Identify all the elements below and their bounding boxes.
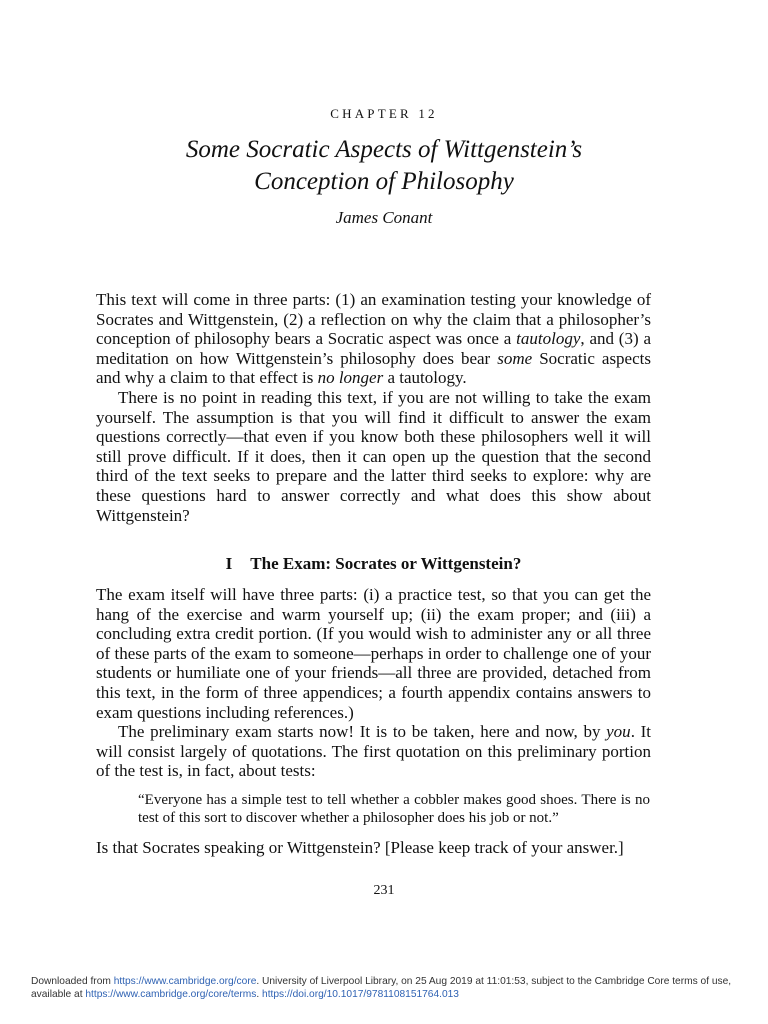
- chapter-title: [0, 134, 768, 198]
- footer-text-mid: . University of Liverpool Library, on 25 Aug 2019 at 11:01:53, subject to the Cambridge Core terms of use, available at: [31, 976, 732, 1000]
- emphasis-tautology: tautology: [516, 329, 581, 349]
- download-footer: [31, 975, 751, 1001]
- section-heading: [96, 554, 651, 574]
- intro-section: [96, 290, 651, 525]
- block-quote: “Everyone has a simple test to tell whether a cobbler makes good shoes. There is no test of this sort to discover whether a philosopher does his job or not.”: [138, 792, 650, 826]
- exam-p2-text-a: The preliminary exam starts now! It is to be taken, here and now, by: [118, 722, 607, 742]
- exam-paragraph-1: The exam itself will have three parts: (i) a practice test, so that you can get the hang of the exercise and warm yourself up; (ii) the exam proper; and (iii) a concluding extra credit portion. (If you would wish to administer any or all three of these parts of the exam to someone—perhaps in order to challenge one of your students or humiliate one of your friends—all three are provided, detached from this text, in the form of three appendices; a fourth appendix contains answers to exam questions including references.): [96, 585, 651, 722]
- exam-p2-text-b: . It will consist largely of quotations. The first quotation on this preliminary portion of the test is, in fact, about tests:: [96, 722, 651, 781]
- question-line: Is that Socrates speaking or Wittgenstein? [Please keep track of your answer.]: [96, 838, 624, 857]
- chapter-title-line-2: Conception of Philosophy: [254, 168, 514, 195]
- doi-link[interactable]: https://doi.org/10.1017/9781108151764.013: [262, 989, 459, 1000]
- section-title: The Exam: Socrates or Wittgenstein?: [250, 554, 522, 573]
- page-number: 231: [373, 883, 395, 898]
- section-number: I: [225, 554, 233, 573]
- terms-link[interactable]: https://www.cambridge.org/core/terms: [85, 989, 257, 1000]
- chapter-title-line-1: Some Socratic Aspects of Wittgenstein’s: [185, 136, 583, 163]
- intro-p1-text-d: a tautology.: [383, 368, 467, 388]
- intro-p1-text-b: , and (3) a meditation on how Wittgenstein’s philosophy does bear: [96, 329, 651, 368]
- emphasis-no-longer: no longer: [317, 368, 384, 388]
- intro-p1-text-c: Socratic aspects and why a claim to that effect is: [96, 348, 651, 388]
- core-link[interactable]: https://www.cambridge.org/core: [113, 976, 257, 987]
- footer-separator: .: [256, 989, 263, 1000]
- author-name: James Conant: [335, 208, 433, 227]
- exam-section: [96, 585, 651, 781]
- intro-p1-text-a: This text will come in three parts: (1) an examination testing your knowledge of Socrates and Wittgenstein, (2) a reflection on why the claim that a philosopher’s conception of philosophy bears a Socratic aspect was once a: [96, 290, 651, 349]
- intro-paragraph-1: [96, 290, 651, 388]
- intro-paragraph-2: There is no point in reading this text, if you are not willing to take the exam yourself. The assumption is that you will find it difficult to answer the exam questions correctly—that even if you know both these philosophers well it will still prove difficult. If it does, then it can open up the question that the second third of the text seeks to prepare and the latter third seeks to explore: why are these questions hard to answer correctly and what does this show about Wittgenstein?: [96, 387, 651, 525]
- emphasis-some: some: [497, 348, 533, 368]
- exam-paragraph-2: [96, 722, 651, 781]
- footer-text-downloaded: Downloaded from: [31, 976, 114, 987]
- chapter-label: CHAPTER 12: [330, 106, 438, 121]
- emphasis-you: you: [606, 722, 631, 742]
